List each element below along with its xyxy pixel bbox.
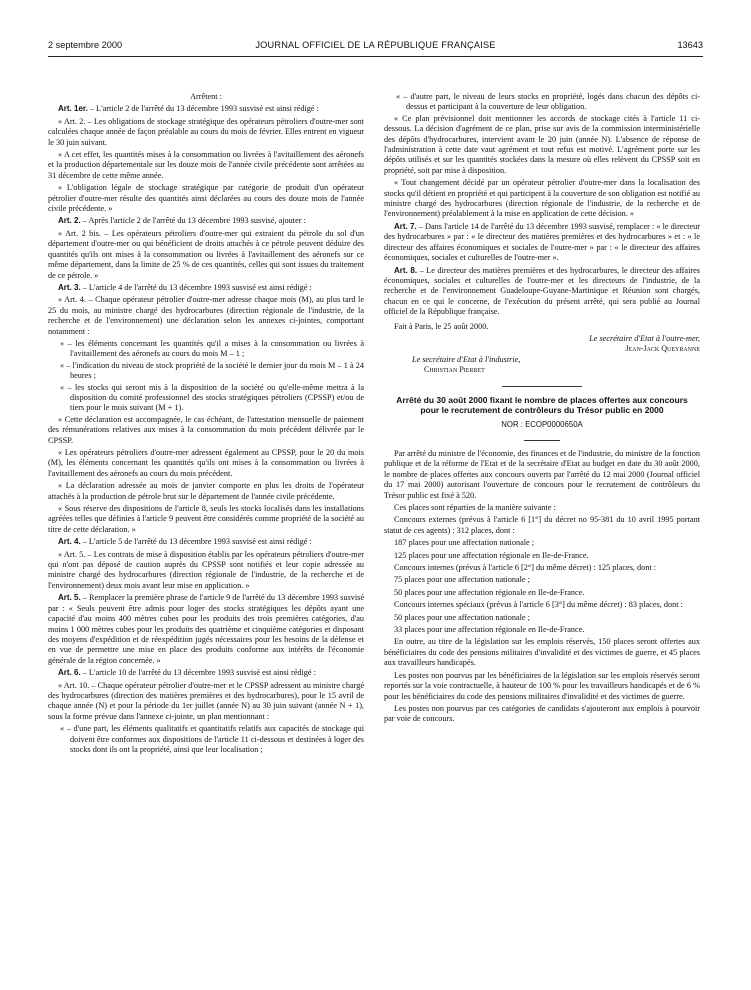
article-6-item-1: « – d'une part, les éléments qualitatifs et quantitatifs relatifs aux capacités de stockage qui doivent être conformes aux dispositions de l'article 11 ci-dessous et destinées à loger des stocks dont ils ont la propriété, ainsi que leur localisation ; [60,724,364,754]
article-6-item-2: « – d'autre part, le niveau de leurs stocks en propriété, logés dans chacun des dépôts ci-dessus et participant à la couverture de leur obligation. [396,92,700,112]
decree-p4: Les postes non pourvus par les bénéficiaires de la législation sur les emplois réservés seront reportés sur la voie contractuelle, à hauteur de 100 % pour les travailleurs handicapés et de 6 % pour les bénéficiaires du code des pensions militaires d'invalidité et des victimes de guerre. [384,670,700,701]
decree-p5: Les postes non pourvus par ces catégories de candidats s'ajouteront aux emplois à pourvoir par voie de concours. [384,703,700,724]
decree-p3: En outre, au titre de la législation sur les emplois réservés, 150 places seront offertes aux bénéficiaires du code des pensions militaires d'invalidité et des victimes de guerre, et 45 places aux travailleurs handicapés. [384,637,700,668]
concours-externes: Concours externes (prévus à l'article 6 [1°] du décret no 95-381 du 10 avril 1995 portant statut de ces agents) : 312 places, dont : [384,515,700,535]
article-8: Art. 8. – Le directeur des matières premières et des hydrocarbures, le directeur des affaires économiques, sociales et culturelles de l'outre-mer et les directeurs de l'industrie, de la recherche et de l'environnement Guadeloupe-Guyane-Martinique et Réunion sont chargés, chacun en ce qui le concerne, de l'exécution du présent arrêté, qui sera publié au Journal officiel de la République française. [384,265,701,317]
section-separator-2 [524,440,560,441]
article-3-p2: « Cette déclaration est accompagnée, le cas échéant, de l'attestation mensuelle de paiement des rémunérations relatives aux mises à la consommation du mois précédent délivrée par le CPSSP. [48,414,364,445]
header-journal-title: JOURNAL OFFICIEL DE LA RÉPUBLIQUE FRANÇAISE [255,40,496,50]
article-1-p3: « L'obligation légale de stockage stratégique par catégorie de produit d'un opérateur pétrolier d'outre-mer résulte des quantités ainsi déclarées au cours des douze mois de l'année civile précédente. » [48,183,364,214]
article-3-item-2: « – l'indication du niveau de stock propriété de la société le dernier jour du mois M – 1 à 24 heures ; [60,360,364,381]
header-rule [48,56,703,57]
article-3: Art. 3. – L'article 4 de l'arrêté du 13 décembre 1993 susvisé est ainsi rédigé : [58,282,312,292]
decree-title: Arrêté du 30 août 2000 fixant le nombre de places offertes aux concours pour le recrutement de contrôleurs du Trésor public en 2000 [396,394,688,416]
article-6-p3: « Tout changement décidé par un opérateur pétrolier d'outre-mer dans la localisation des stocks qu'il détient en propriété et qui participent à la couverture de son obligation est notifié au ministre chargé des hydrocarbures (direction régionale de l'industrie, de la recherche et de l'environnement) préalablement à la mise en application de cette décision. » [384,178,700,219]
fait-a-paris: Fait à Paris, le 25 août 2000. [394,321,489,331]
article-1-p1: « Art. 2. – Les obligations de stockage stratégique des opérateurs pétroliers d'outre-mer sont calculées chaque année de façon préalable au cours du mois de février. Elles entrent en vigueur le 30 juin suivant. [48,116,364,147]
article-2-p1: « Art. 2 bis. – Les opérateurs pétroliers d'outre-mer qui extraient du pétrole du sol d'un département d'outre-mer ou qui bénéficient de droits attachés à ce pétrole peuvent déduire des quantités qu'ils ont mises à la consommation ou livrées à l'avitaillement des aéronefs sur ce même département, dans la limite de 25 % de ces quantités, celles qui sont issues du traitement de ce pétrole. » [48,228,364,280]
article-2: Art. 2. – Après l'article 2 de l'arrêté du 13 décembre 1993 susvisé, ajouter : [58,216,306,226]
section-separator [502,386,582,387]
signature-1-title: Le secrétaire d'Etat à l'outre-mer, [589,333,700,343]
page-header [48,40,703,54]
concours-internes: Concours internes (prévus à l'article 6 [2°] du même décret) : 125 places, dont : [394,563,657,573]
article-3-p1: « Art. 4. – Chaque opérateur pétrolier d'outre-mer adresse chaque mois (M), au plus tard le 25 du mois, au ministre chargé des hydrocarbures (direction régionale de l'industrie, de la recherche et de l'environnement) une déclaration selon les annexes ci-jointes, comportant notamment : [48,295,364,336]
concours-externes-1: 187 places pour une affectation nationale ; [394,538,535,548]
article-7: Art. 7. – Dans l'article 14 de l'arrêté du 13 décembre 1993 susvisé, remplacer : « le directeur des hydrocarbures » par : « le directeur des matières premières et des hydrocarbures » et : « le directeur des affaires économiques et sociales de l'outre-mer » par : « le directeur des affaires économiques, sociales et culturelles de l'outre-mer ». [384,221,700,263]
concours-internes-1: 75 places pour une affectation nationale ; [394,575,530,585]
concours-speciaux: Concours internes spéciaux (prévus à l'article 6 [3°] du même décret) : 83 places, dont : [394,600,683,610]
article-6: Art. 6. – L'article 10 de l'arrêté du 13 décembre 1993 susvisé est ainsi rédigé : [58,668,316,678]
article-3-item-1: « – les éléments concernant les quantités qu'il a mises à la consommation ou livrées à l'avitaillement des aéronefs au cours du mois M – 1 ; [60,338,364,359]
decree-p2: Ces places sont réparties de la manière suivante : [394,503,556,512]
signature-2-name: Christian Pierret [424,365,485,375]
header-page-number: 13643 [677,40,703,50]
article-3-item-3: « – les stocks qui seront mis à la disposition de la société ou qu'elle-même mettra à la disposition du comité professionnel des stocks stratégiques pétroliers (CPSSP) et/ou de tiers pour le mois suivant (M + 1). [60,382,364,413]
concours-internes-2: 50 places pour une affectation régionale en Ile-de-France. [394,587,585,597]
article-3-p3: « Les opérateurs pétroliers d'outre-mer adressent également au CPSSP, pour le 20 du mois (M), les éléments concernant les quantités qu'ils ont mises à la consommation ou livrées à l'avitaillement des aéronefs au cours du mois précédent. [48,448,364,478]
nor-reference: NOR : ECOP0000650A [501,419,583,429]
signature-2-title: Le secrétaire d'Etat à l'industrie, [412,354,521,364]
signature-1-name: Jean-Jack Queyranne [625,344,700,354]
article-6-p1: « Art. 10. – Chaque opérateur pétrolier d'outre-mer et le CPSSP adressent au ministre chargé des hydrocarbures (direction des matières premières et des hydrocarbures), pour le 15 avril de chaque année (N) et pour la période du 1er juillet (année N) au 30 juin suivant (année N + 1), sous la forme prévue dans l'annexe ci-jointe, un plan mentionnant : [48,680,364,721]
article-1-p2: « A cet effet, les quantités mises à la consommation ou livrées à l'avitaillement des aéronefs et la production départementale sur les douze mois de l'année civile précédente sont arrêtées au 31 décembre de cette même année. [48,150,364,180]
concours-externes-2: 125 places pour une affectation régionale en Ile-de-France. [394,550,589,560]
article-5: Art. 5. – Remplacer la première phrase de l'article 9 de l'arrêté du 13 décembre 1993 susvisé par : « Seuls peuvent être admis pour loger des stocks stratégiques les dépôts ayant une capacité d'au moins 400 mètres cubes pour les produits des trois premières catégories, d'au moins 1 000 mètres cubes pour les produits des quatrième et cinquième catégories et disposant des moyens d'expédition et de réexpédition jugés nécessaires pour les besoins de la défense et en vue de permettre une mise en place des produits conforme aux intérêts de l'économie générale de la région concernée. » [48,593,364,665]
article-3-p5: « Sous réserve des dispositions de l'article 8, seuls les stocks localisés dans les installations agréées telles que définies à l'article 9 peuvent être considérés comme propriété de la société au titre de cette déclaration. » [48,504,364,534]
article-4-p1: « Art. 5. – Les contrats de mise à disposition établis par les opérateurs pétroliers d'outre-mer qui n'ont pas déposé de caution auprès du CPSSP sont notifiés et leur copie adressée au ministre chargé des hydrocarbures (direction régionale de l'industrie, de la recherche et de l'environnement) deux mois avant leur mise en application. » [48,549,364,590]
article-1: Art. 1er. – L'article 2 de l'arrêté du 13 décembre 1993 susvisé est ainsi rédigé : [58,104,319,114]
article-3-p4: « La déclaration adressée au mois de janvier comporte en plus les droits de l'opérateur attachés à la production de pétrole brut sur le département de l'année civile précédente. [48,481,364,501]
article-4: Art. 4. – L'article 5 de l'arrêté du 13 décembre 1993 susvisé est ainsi rédigé : [58,537,312,547]
header-date: 2 septembre 2000 [48,40,123,50]
right-column [384,92,700,727]
left-column [48,92,364,756]
decree-p1: Par arrêté du ministre de l'économie, des finances et de l'industrie, du ministre de la fonction publique et de la réforme de l'Etat et de la secrétaire d'Etat au budget en date du 30 août 2000, le nombre de places offertes aux concours ouverts par l'arrêté du 12 mai 2000 (Journal officiel du 17 mai 2000) autorisant l'ouverture de concours pour le recrutement de contrôleurs du Trésor public est fixé à 520. [384,448,700,500]
concours-speciaux-1: 50 places pour une affectation nationale ; [394,612,530,622]
article-6-p2: « Ce plan prévisionnel doit mentionner les accords de stockage cités à l'article 11 ci-dessous. La décision d'agrément de ce plan, prise sur avis de la commission interministérielle des dépôts d'hydrocarbures, intervient avant le 20 juin (année N). L'absence de réponse de l'administration à cette date vaut agrément et tout refus est motivé. L'agrément porte sur les dépôts utilisés et sur les quantités stockées dans la mesure où elles relèvent du CPSSP soit en propriété, soit par mise à disposition. [384,113,700,175]
arretent: Arrêtent : [190,92,222,101]
concours-speciaux-2: 33 places pour une affectation régionale en Ile-de-France. [394,625,585,635]
